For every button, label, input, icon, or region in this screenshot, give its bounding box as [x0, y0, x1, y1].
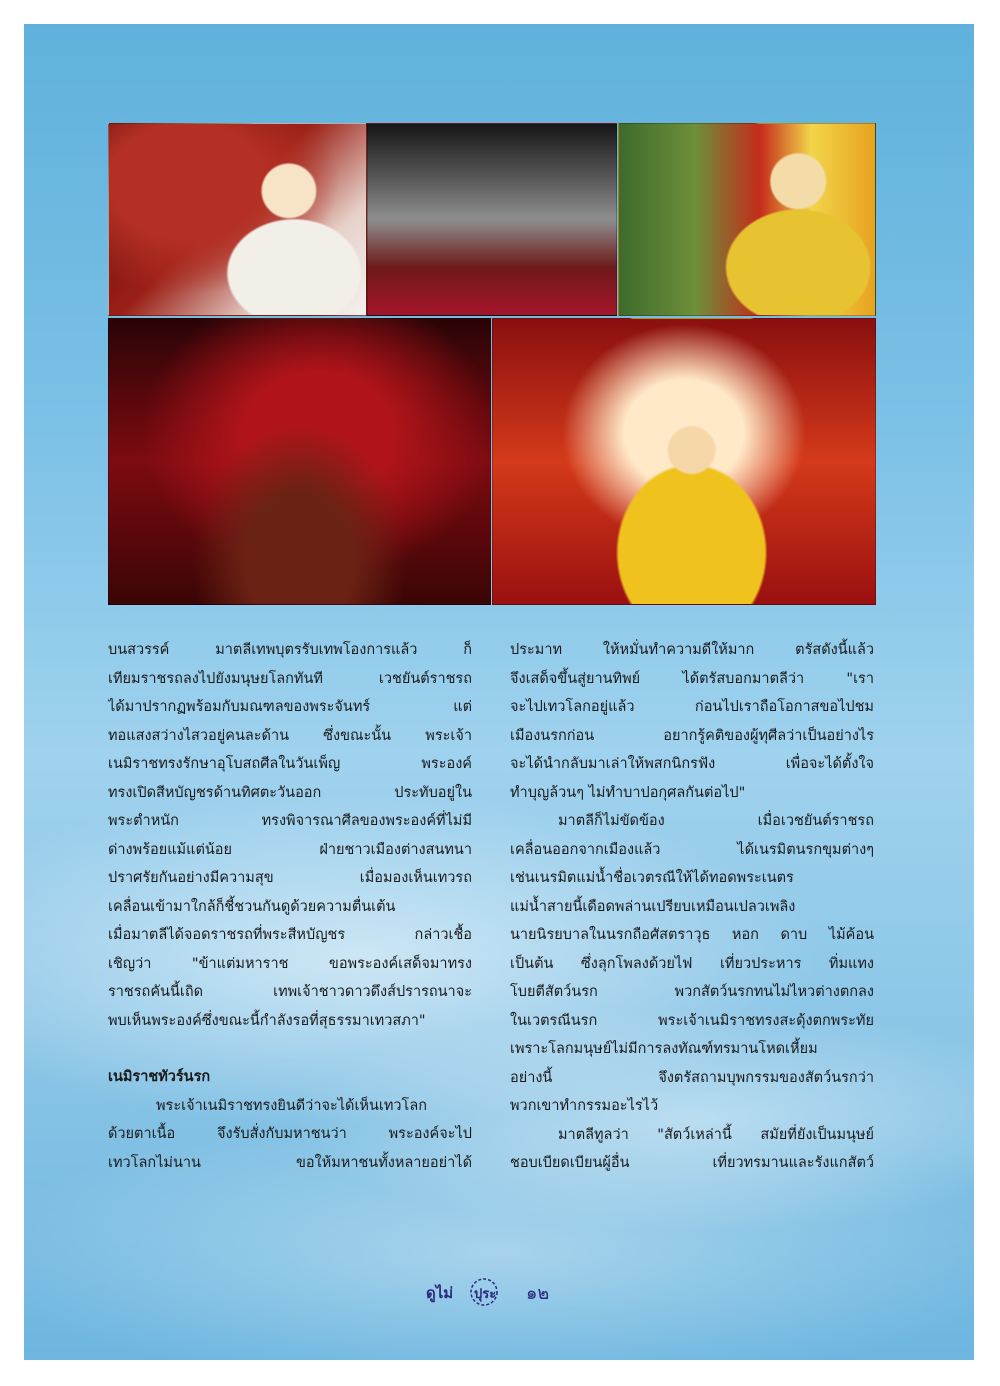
paragraph-line: มาตลีก็ไม่ขัดข้อง เมื่อเวชยันต์ราชรถ	[558, 813, 874, 829]
paragraph-line: เพราะโลกมนุษย์ไม่มีการลงทัณฑ์ทรมานโหดเหี้ยม	[510, 1041, 818, 1057]
left-text-column	[108, 636, 472, 1177]
paragraph-line: พระตำหนัก ทรงพิจารณาศีลของพระองค์ที่ไม่มี	[108, 813, 472, 829]
paragraph-line: เมืองนรกก่อน อยากรู้คติของผู้ทุศีลว่าเป็นอย่างไร	[510, 727, 874, 744]
paragraph-line: ด้วยตาเนื้อ จึงรับสั่งกับมหาชนว่า พระองค์จะไป	[108, 1126, 472, 1142]
paragraph-line: ปราศรัยกันอย่างมีความสุข เมื่อมองเห็นเทวรถ	[108, 870, 472, 886]
deity-with-people-illustration	[492, 318, 876, 605]
paragraph-line: เคลื่อนเข้ามาใกล้ก็ชี้ชวนกันดูด้วยความตื่นเต้น	[108, 898, 396, 915]
crowd-in-hell-illustration	[367, 123, 617, 316]
paragraph-line: ชอบเบียดเบียนผู้อื่น เที่ยวทรมานและรังแกสัตว์	[510, 1155, 874, 1171]
paragraph-line: โบยตีสัตว์นรก พวกสัตว์นรกทนไม่ไหวต่างตกลง	[510, 984, 874, 1000]
section-heading: เนมิราชทัวร์นรก	[108, 1069, 211, 1085]
paragraph-line: พบเห็นพระองค์ซึ่งขณะนี้กำลังรอที่สุธรรมาเทวสภา"	[108, 1012, 426, 1029]
paragraph-line: เคลื่อนออกจากเมืองแล้ว ได้เนรมิตนรกขุมต่างๆ	[510, 841, 874, 858]
buddha-figure-illustration	[108, 123, 367, 316]
paragraph-line: จะได้นำกลับมาเล่าให้พสกนิกรฟัง เพื่อจะได้ตั้งใจ	[510, 756, 874, 772]
magazine-logo	[424, 1274, 520, 1310]
page-number: ๑๒	[526, 1282, 550, 1304]
paragraph-line: เทียมราชรถลงไปยังมนุษยโลกทันที เวชยันต์ราชรถ	[108, 670, 472, 687]
paragraph-line: จึงเสด็จขึ้นสู่ยานทิพย์ ได้ตรัสบอกมาตลีว่า "เรา	[510, 670, 874, 687]
paragraph-line: ในเวตรณีนรก พระเจ้าเนมิราชทรงสะดุ้งตกพระทัย	[510, 1012, 874, 1029]
paragraph-line: พวกเขาทำกรรมอะไรไว้	[510, 1098, 659, 1114]
svg-text:ปุระ: ปุระ	[474, 1287, 497, 1302]
paragraph-line: จะไปเทวโลกอยู่แล้ว ก่อนไปเราถือโอกาสขอไปชม	[510, 699, 874, 715]
paragraph-line: แม่น้ำสายนี้เดือดพล่านเปรียบเหมือนเปลวเพลิง	[510, 898, 796, 915]
paragraph-line: เนมิราชทรงรักษาอุโบสถศีลในวันเพ็ญ พระองค์	[108, 756, 472, 772]
paragraph-line: เชิญว่า "ข้าแต่มหาราช ขอพระองค์เสด็จมาทรง	[108, 955, 472, 972]
birds-of-hell-illustration	[108, 318, 491, 605]
paragraph-line: ได้มาปรากฏพร้อมกับมณฑลของพระจันทร์ แต่	[108, 699, 472, 715]
deity-praying-illustration	[618, 123, 876, 316]
paragraph-line: ทอแสงสว่างไสวอยู่คนละด้าน ซึ่งขณะนั้น พระเจ้า	[108, 727, 472, 744]
magazine-page	[24, 24, 974, 1360]
paragraph-line: นายนิรยบาลในนรกถือศัสตราวุธ หอก ดาบ ไม้ค้อน	[510, 927, 874, 943]
paragraph-line: เช่นเนรมิตแม่น้ำชื่อเวตรณีให้ได้ทอดพระเนตร	[510, 870, 794, 886]
svg-text:ดูไม่: ดูไม่	[426, 1284, 454, 1302]
page-footer	[424, 1272, 584, 1312]
paragraph-line: เทวโลกไม่นาน ขอให้มหาชนทั้งหลายอย่าได้	[108, 1154, 472, 1171]
paragraph-line: บนสวรรค์ มาตลีเทพบุตรรับเทพโองการแล้ว ก็	[108, 642, 472, 658]
paragraph-line: อย่างนี้ จึงตรัสถามบุพกรรมของสัตว์นรกว่า	[510, 1069, 874, 1086]
paragraph-line: ทรงเปิดสีหบัญชรด้านทิศตะวันออก ประทับอยู่ใน	[108, 784, 472, 801]
paragraph-line: เป็นต้น ซึ่งลุกโพลงด้วยไฟ เที่ยวประหาร ทิ่มแทง	[510, 955, 874, 972]
paragraph-line: ด่างพร้อยแม้แต่น้อย ฝ่ายชาวเมืองต่างสนทนา	[108, 841, 472, 858]
paragraph-line: ประมาท ให้หมั่นทำความดีให้มาก ตรัสดังนี้แล้ว	[510, 642, 874, 658]
paragraph-line: เมื่อมาตลีได้จอดราชรถที่พระสีหบัญชร กล่าวเชื้อ	[108, 927, 472, 943]
paragraph-line: ทำบุญล้วนๆ ไม่ทำบาปอกุศลกันต่อไป"	[510, 784, 746, 801]
paragraph-line: พระเจ้าเนมิราชทรงยินดีว่าจะได้เห็นเทวโลก	[156, 1097, 427, 1114]
paragraph-line: มาตลีทูลว่า "สัตว์เหล่านี้ สมัยที่ยังเป็นมนุษย์	[558, 1126, 874, 1143]
paragraph-line: ราชรถคันนี้เถิด เทพเจ้าชาวดาวดึงส์ปรารถนาจะ	[108, 984, 472, 1000]
right-text-column	[510, 636, 874, 1178]
